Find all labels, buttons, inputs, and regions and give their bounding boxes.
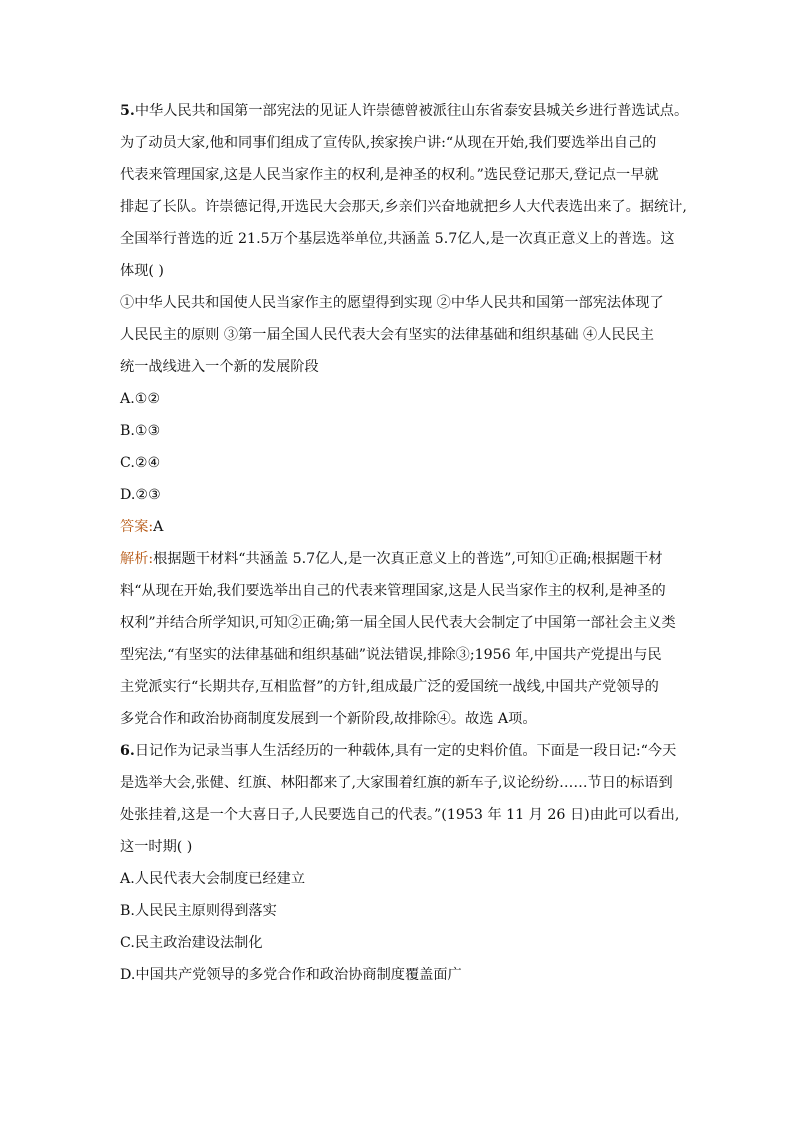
- q6-number: 6.: [120, 743, 135, 759]
- q5-answer: [120, 516, 680, 538]
- q6-option-c: C.民主政治建设法制化: [120, 935, 263, 951]
- q5-option-b: B.①③: [120, 423, 161, 439]
- q5-statement-line-3: 统一战线进入一个新的发展阶段: [120, 359, 319, 375]
- q6-stem-line-2: 是选举大会,张健、红旗、林阳都来了,大家围着红旗的新车子,议论纷纷……节日的标语到: [120, 775, 673, 791]
- q5-analysis-line-1: 解析:根据题干材料“共涵盖 5.7亿人,是一次真正意义上的普选”,可知①正确;根据题干材: [120, 551, 663, 567]
- q6-stem-line-1: 6.日记作为记录当事人生活经历的一种载体,具有一定的史料价值。下面是一段日记:“今天: [120, 743, 677, 759]
- q6-option-b: B.人民民主原则得到落实: [120, 903, 277, 919]
- q5-statement-line-2: 人民民主的原则 ③第一届全国人民代表大会有坚实的法律基础和组织基础 ④人民民主: [120, 327, 654, 343]
- answer-value: A: [153, 519, 164, 535]
- q5-stem-line-5: 全国举行普选的近 21.5万个基层选举单位,共涵盖 5.7亿人,是一次真正意义上的普选。这: [120, 231, 675, 247]
- answer-label: 答案:: [120, 519, 154, 535]
- q5-analysis-line-4: 型宪法,“有坚实的法律基础和组织基础”说法错误,排除③;1956 年,中国共产党提出与民: [120, 647, 662, 663]
- q5-option-d: D.②③: [120, 487, 161, 503]
- q6-option-a: A.人民代表大会制度已经建立: [120, 871, 306, 887]
- q5-stem-line-2: 为了动员大家,他和同事们组成了宣传队,挨家挨户讲:“从现在开始,我们要选举出自己的: [120, 135, 657, 151]
- q5-stem-line-4: 排起了长队。许崇德记得,开选民大会那天,乡亲们兴奋地就把乡人大代表选出来了。据统计,: [120, 199, 687, 215]
- q5-number: 5.: [120, 103, 135, 119]
- q5-analysis-line-3: 权利”并结合所学知识,可知②正确;第一届全国人民代表大会制定了中国第一部社会主义类: [120, 615, 676, 631]
- q5-analysis-line-6: 多党合作和政治协商制度发展到一个新阶段,故排除④。故选 A项。: [120, 711, 537, 727]
- q5-option-a: A.①②: [120, 391, 161, 407]
- q5-option-c: C.②④: [120, 455, 161, 471]
- q5-analysis-line-2: 料“从现在开始,我们要选举出自己的代表来管理国家,这是人民当家作主的权利,是神圣的: [120, 583, 666, 599]
- q6-option-d: D.中国共产党领导的多党合作和政治协商制度覆盖面广: [120, 967, 462, 983]
- q5-stem-line-6: 体现( ): [120, 263, 164, 279]
- q6-stem-line-3: 处张挂着,这是一个大喜日子,人民要选自己的代表。”(1953 年 11 月 26 日)由此可以看出,: [120, 807, 680, 823]
- q5-analysis-line-5: 主党派实行“长期共存,互相监督”的方针,组成最广泛的爱国统一战线,中国共产党领导的: [120, 679, 659, 695]
- analysis-label: 解析:: [120, 551, 154, 567]
- q5-statement-line-1: ①中华人民共和国使人民当家作主的愿望得到实现 ②中华人民共和国第一部宪法体现了: [120, 295, 664, 311]
- q5-stem-line-1: 5.中华人民共和国第一部宪法的见证人许崇德曾被派往山东省泰安县城关乡进行普选试点。: [120, 103, 689, 119]
- q5-stem-line-3: 代表来管理国家,这是人民当家作主的权利,是神圣的权利。”选民登记那天,登记点一早就: [120, 167, 659, 183]
- q6-stem-line-4: 这一时期( ): [120, 839, 193, 855]
